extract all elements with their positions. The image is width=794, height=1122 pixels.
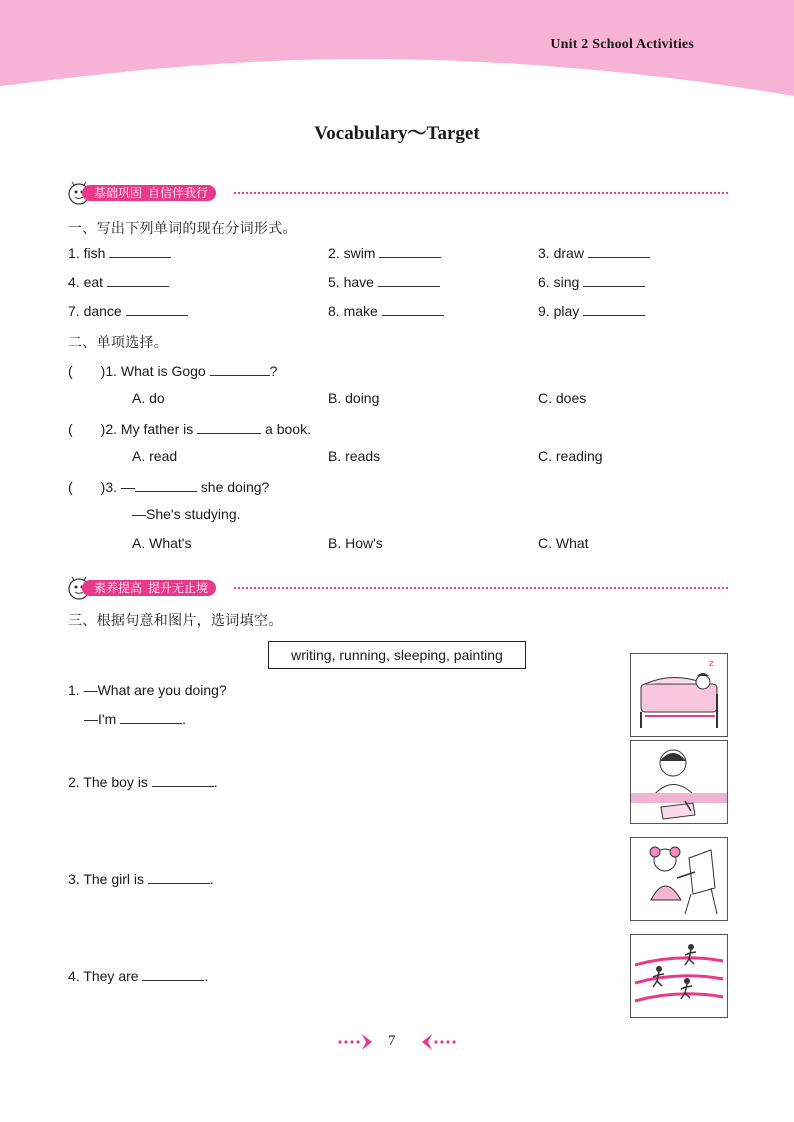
boy-writing-picture <box>630 740 728 824</box>
mc-question-3: ( )3. — she doing? <box>68 479 270 495</box>
answer-blank[interactable] <box>109 245 171 258</box>
word-item-2: 2. swim <box>328 245 441 261</box>
unit-title: Unit 2 School Activities <box>550 37 694 52</box>
section-badge-advanced <box>66 576 236 598</box>
bed-sleeping-picture <box>630 653 728 737</box>
answer-blank[interactable] <box>382 303 444 316</box>
fill-question-3: 3. The girl is . <box>68 871 214 887</box>
fill-question-1-line2: —I'm . <box>84 711 187 727</box>
answer-blank[interactable] <box>148 871 210 884</box>
answer-blank[interactable] <box>588 245 650 258</box>
word-item-6: 6. sing <box>538 274 645 290</box>
answer-blank[interactable] <box>120 711 182 724</box>
badge-slogan: 提升无止境 <box>148 581 209 595</box>
word-item-4: 4. eat <box>68 274 169 290</box>
header-band <box>0 0 794 110</box>
page-number: 7 <box>388 1033 396 1049</box>
word-item-7: 7. dance <box>68 303 188 319</box>
fill-question-1-line1: 1. —What are you doing? <box>68 682 227 698</box>
badge-label: 基础巩固 <box>94 186 143 200</box>
word-item-5: 5. have <box>328 274 440 290</box>
answer-paren[interactable]: ( ) <box>68 421 106 437</box>
page-title: Vocabulary～Target <box>314 123 480 144</box>
page-footer-arrows <box>0 1031 794 1053</box>
answer-blank[interactable] <box>142 968 204 981</box>
answer-blank[interactable] <box>126 303 188 316</box>
word-item-8: 8. make <box>328 303 444 319</box>
option-a[interactable]: A. What's <box>132 535 192 551</box>
section-badge-basic <box>66 181 236 203</box>
answer-paren[interactable]: ( ) <box>68 479 106 495</box>
svg-text:z: z <box>709 659 714 669</box>
word-bank-box: writing, running, sleeping, painting <box>268 641 526 669</box>
section2-title: 二、单项选择。 <box>68 334 169 350</box>
option-c[interactable]: C. What <box>538 535 589 551</box>
question-3-response: —She's studying. <box>132 506 241 522</box>
section1-title: 一、写出下列单词的现在分词形式。 <box>68 220 297 236</box>
badge-slogan: 自信伴我行 <box>148 186 209 200</box>
option-b[interactable]: B. reads <box>328 448 381 464</box>
word-item-9: 9. play <box>538 303 645 319</box>
mc-question-2: ( )2. My father is a book. <box>68 421 311 437</box>
answer-blank <box>197 421 261 434</box>
answer-blank[interactable] <box>379 245 441 258</box>
answer-blank[interactable] <box>378 274 440 287</box>
option-a[interactable]: A. do <box>132 390 165 406</box>
fill-question-4: 4. They are . <box>68 968 209 984</box>
option-c[interactable]: C. does <box>538 390 587 406</box>
dotted-divider <box>234 587 728 589</box>
option-b[interactable]: B. How's <box>328 535 383 551</box>
children-running-picture <box>630 934 728 1018</box>
fill-question-2: 2. The boy is . <box>68 774 218 790</box>
mc-question-1: ( )1. What is Gogo ? <box>68 363 278 379</box>
answer-paren[interactable]: ( ) <box>68 363 106 379</box>
girl-painting-picture <box>630 837 728 921</box>
answer-blank[interactable] <box>583 274 645 287</box>
badge-label: 素养提高 <box>94 581 143 595</box>
answer-blank <box>135 479 197 492</box>
dotted-divider <box>234 192 728 194</box>
option-b[interactable]: B. doing <box>328 390 380 406</box>
option-a[interactable]: A. read <box>132 448 178 464</box>
answer-blank <box>210 363 270 376</box>
answer-blank[interactable] <box>583 303 645 316</box>
section3-title: 三、根据句意和图片，选词填空。 <box>68 612 283 628</box>
answer-blank[interactable] <box>152 774 214 787</box>
word-item-1: 1. fish <box>68 245 171 261</box>
answer-blank[interactable] <box>107 274 169 287</box>
word-item-3: 3. draw <box>538 245 650 261</box>
option-c[interactable]: C. reading <box>538 448 603 464</box>
